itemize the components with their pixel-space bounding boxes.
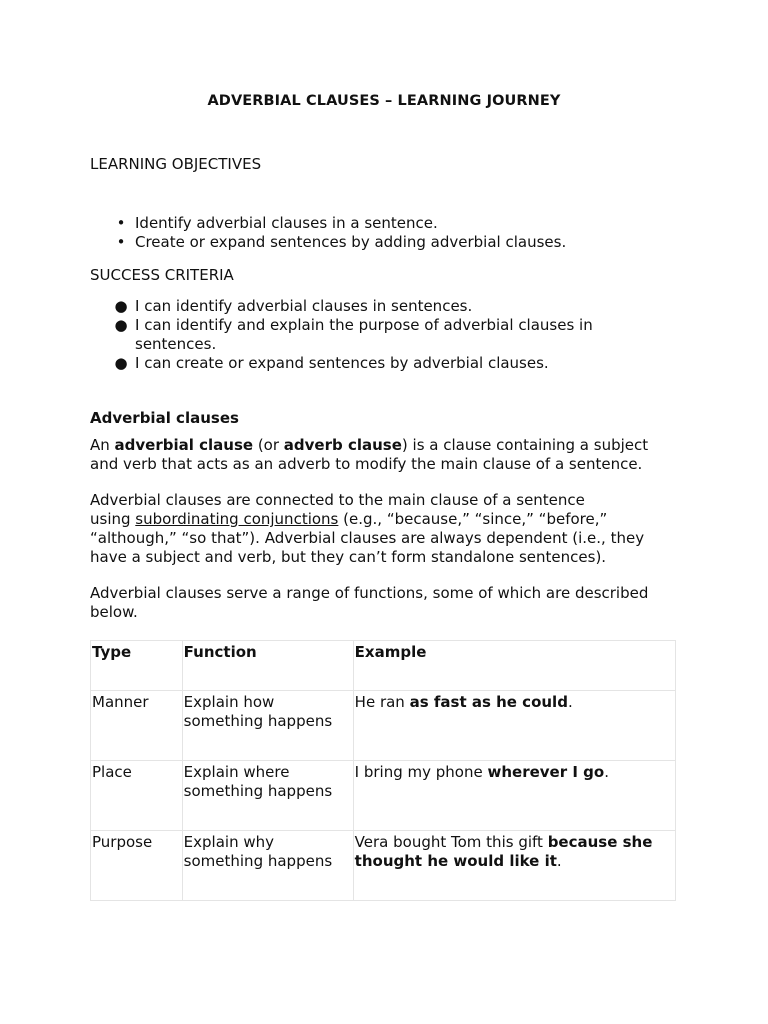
functions-paragraph: Adverbial clauses serve a range of functions, some of which are described below. — [90, 584, 649, 621]
cell-function: Explain why something happens — [182, 831, 353, 901]
cell-example: Vera bought Tom this gift because she thought he would like it. — [353, 831, 675, 901]
header-example: Example — [353, 641, 675, 691]
bullet-icon: ● — [114, 297, 128, 315]
clause-types-table — [90, 640, 676, 901]
cell-example: I bring my phone wherever I go. — [353, 761, 675, 831]
cell-type: Manner — [91, 691, 183, 761]
criteria-list — [90, 297, 593, 373]
list-item: • Identify adverbial clauses in a sentence. — [90, 214, 566, 233]
objectives-list — [90, 214, 566, 252]
bullet-icon: • — [116, 214, 126, 232]
cell-type: Place — [91, 761, 183, 831]
definition-paragraph: An adverbial clause (or adverb clause) is a clause containing a subject and verb that acts as an adverb to modify the main clause of a sentence. — [90, 436, 649, 473]
cell-type: Purpose — [91, 831, 183, 901]
bullet-icon: ● — [114, 354, 128, 372]
table-row — [91, 761, 676, 831]
cell-function: Explain where something happens — [182, 761, 353, 831]
conjunctions-paragraph: Adverbial clauses are connected to the main clause of a sentence using subordinating conjunctions (e.g., “because,” “since,” “before,” “although,” “so that”). Adverbial clauses are always dependent (i.e., they have a subject and verb, but they can’t form standalone sentences). — [90, 491, 645, 566]
table-row — [91, 691, 676, 761]
list-item: ● I can identify and explain the purpose of adverbial clauses in sentences. — [114, 316, 593, 353]
header-type: Type — [91, 641, 183, 691]
list-item: ● I can create or expand sentences by adverbial clauses. — [114, 354, 549, 372]
cell-function: Explain how something happens — [182, 691, 353, 761]
list-item: ● I can identify adverbial clauses in sentences. — [114, 297, 473, 315]
criteria-heading: SUCCESS CRITERIA — [90, 266, 234, 284]
table-row — [91, 831, 676, 901]
subordinating-conjunctions-link[interactable]: subordinating conjunctions — [135, 510, 339, 528]
header-function: Function — [182, 641, 353, 691]
cell-example: He ran as fast as he could. — [353, 691, 675, 761]
page-title: ADVERBIAL CLAUSES – LEARNING JOURNEY — [207, 93, 561, 109]
table-header-row — [91, 641, 676, 691]
objectives-heading: LEARNING OBJECTIVES — [90, 155, 262, 173]
bullet-icon: • — [116, 233, 126, 251]
list-item: • Create or expand sentences by adding adverbial clauses. — [90, 233, 566, 252]
section-heading: Adverbial clauses — [90, 409, 239, 427]
bullet-icon: ● — [114, 316, 128, 334]
